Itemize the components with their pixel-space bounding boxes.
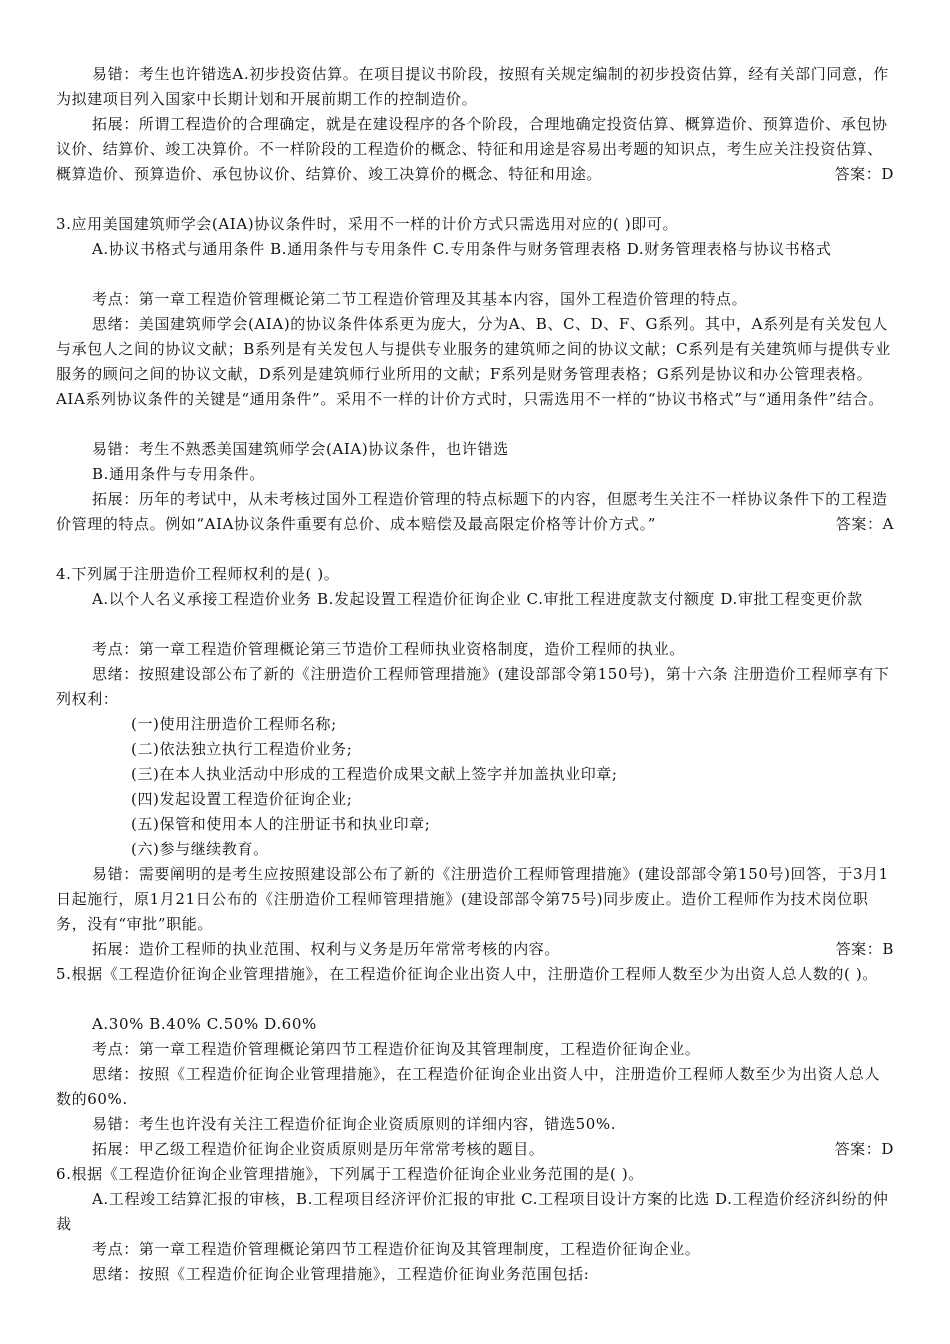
- paragraph-reasoning-4: [56, 662, 894, 712]
- question-6-options: [56, 1187, 894, 1237]
- paragraph-text: 拓展：甲乙级工程造价征询企业资质原则是历年常常考核的题目。: [92, 1140, 545, 1158]
- paragraph-reasoning-3: [56, 312, 894, 412]
- paragraph-text: 考点：第一章工程造价管理概论第四节工程造价征询及其管理制度，工程造价征询企业。: [92, 1040, 701, 1058]
- question-text: 5.根据《工程造价征询企业管理措施》，在工程造价征询企业出资人中，注册造价工程师人数至少为出资人总人数的( )。: [56, 965, 878, 983]
- paragraph-text: 思绪：美国建筑师学会(AIA)的协议条件体系更为庞大，分为A、B、C、D、F、G系列。其中，A系列是有关发包人与承包人之间的协议文献；B系列是有关发包人与提供专业服务的建筑师之间的协议文献；C系列是有关建筑师与提供专业服务的顾问之间的协议文献，D系列是建筑师行业所用的文献；F系列是财务管理表格；G系列是协议和办公管理表格。AIA系列协议条件的关键是“通用条件”。采用不一样的计价方式时，只需选用不一样的“协议书格式”与“通用条件”结合。: [56, 315, 891, 408]
- paragraph-text: 易错：考生也许错选A.初步投资估算。在项目提议书阶段，按照有关规定编制的初步投资估算，经有关部门同意，作为拟建项目列入国家中长期计划和开展前期工作的控制造价。: [56, 65, 889, 108]
- rights-text: (六)参与继续教育。: [131, 840, 269, 858]
- paragraph-text: 拓展：历年的考试中，从未考核过国外工程造价管理的特点标题下的内容，但愿考生关注不一样协议条件下的工程造价管理的特点。例如“AIA协议条件重要有总价、成本赔偿及最高限定价格等计价方式。”: [56, 490, 888, 533]
- paragraph-mistake-3-cont: [56, 462, 894, 487]
- paragraph-text: 拓展：造价工程师的执业范围、权利与义务是历年常常考核的内容。: [92, 940, 561, 958]
- question-4-options: [56, 587, 894, 612]
- rights-text: (五)保管和使用本人的注册证书和执业印章;: [131, 815, 431, 833]
- rights-item-6: [131, 837, 891, 862]
- question-4: [56, 562, 894, 587]
- paragraph-reasoning-5: [56, 1062, 894, 1112]
- question-5-options: [56, 1012, 894, 1037]
- answer-label: 答案：A: [835, 515, 894, 533]
- question-text: 6.根据《工程造价征询企业管理措施》，下列属于工程造价征询企业业务范围的是( )。: [56, 1165, 644, 1183]
- paragraph-exam-point-6: [56, 1237, 894, 1262]
- options-text: A.工程竣工结算汇报的审核，B.工程项目经济评价汇报的审批 C.工程项目设计方案的比选 D.工程造价经济纠纷的仲裁: [56, 1190, 889, 1233]
- paragraph-text: 考点：第一章工程造价管理概论第二节工程造价管理及其基本内容，国外工程造价管理的特点。: [92, 290, 748, 308]
- options-text: A.以个人名义承接工程造价业务 B.发起设置工程造价征询企业 C.审批工程进度款支付额度 D.审批工程变更价款: [92, 590, 863, 608]
- rights-item-4: [131, 787, 891, 812]
- paragraph-text: 易错：考生也许没有关注工程造价征询企业资质原则的详细内容，错选50%.: [92, 1115, 617, 1133]
- paragraph-extension-4: [56, 937, 894, 962]
- rights-text: (三)在本人执业活动中形成的工程造价成果文献上签字并加盖执业印章;: [131, 765, 618, 783]
- rights-text: (四)发起设置工程造价征询企业;: [131, 790, 353, 808]
- paragraph-text: 拓展：所谓工程造价的合理确定，就是在建设程序的各个阶段，合理地确定投资估算、概算造价、预算造价、承包协议价、结算价、竣工决算价。不一样阶段的工程造价的概念、特征和用途是容易出考题的知识点，考生应关注投资估算、概算造价、预算造价、承包协议价、结算价、竣工决算价的概念、特征和用途。: [56, 115, 888, 183]
- paragraph-mistake-4: [56, 862, 894, 937]
- paragraph-text: 思绪：按照《工程造价征询企业管理措施》，工程造价征询业务范围包括:: [92, 1265, 590, 1283]
- paragraph-mistake-3: [56, 437, 894, 462]
- paragraph-text: 易错：需要阐明的是考生应按照建设部公布了新的《注册造价工程师管理措施》(建设部部令第150号)回答，于3月1日起施行，原1月21日公布的《注册造价工程师管理措施》(建设部部令第75号)同步废止。造价工程师作为技术岗位职务，没有“审批”职能。: [56, 865, 889, 933]
- paragraph-mistake-5: [56, 1112, 894, 1137]
- rights-item-2: [131, 737, 891, 762]
- rights-item-1: [131, 712, 891, 737]
- paragraph-text: 考点：第一章工程造价管理概论第四节工程造价征询及其管理制度，工程造价征询企业。: [92, 1240, 701, 1258]
- question-6: [56, 1162, 894, 1187]
- paragraph-mistake-1: [56, 62, 894, 112]
- answer-label: 答案：B: [835, 940, 894, 958]
- paragraph-text: 思绪：按照《工程造价征询企业管理措施》，在工程造价征询企业出资人中，注册造价工程师人数至少为出资人总人数的60%.: [56, 1065, 881, 1108]
- answer-label: 答案：D: [834, 1140, 894, 1158]
- paragraph-text: 易错：考生不熟悉美国建筑师学会(AIA)协议条件，也许错选: [92, 440, 509, 458]
- paragraph-text: 考点：第一章工程造价管理概论第三节造价工程师执业资格制度，造价工程师的执业。: [92, 640, 685, 658]
- paragraph-text: 思绪：按照建设部公布了新的《注册造价工程师管理措施》(建设部部令第150号)，第十六条 注册造价工程师享有下列权利：: [56, 665, 890, 708]
- answer-label: 答案：D: [834, 165, 894, 183]
- options-text: A.30% B.40% C.50% D.60%: [92, 1015, 317, 1033]
- paragraph-extension-5: [56, 1137, 894, 1162]
- paragraph-text: B.通用条件与专用条件。: [92, 465, 265, 483]
- question-3: [56, 212, 894, 237]
- question-text: 4.下列属于注册造价工程师权利的是( )。: [56, 565, 340, 583]
- paragraph-extension-3: [56, 487, 894, 537]
- paragraph-reasoning-6: [56, 1262, 894, 1287]
- rights-item-5: [131, 812, 891, 837]
- options-text: A.协议书格式与通用条件 B.通用条件与专用条件 C.专用条件与财务管理表格 D.财务管理表格与协议书格式: [92, 240, 832, 258]
- question-text: 3.应用美国建筑师学会(AIA)协议条件时，采用不一样的计价方式只需选用对应的( )即可。: [56, 215, 679, 233]
- paragraph-exam-point-5: [56, 1037, 894, 1062]
- question-3-options: [56, 237, 894, 262]
- rights-text: (二)依法独立执行工程造价业务;: [131, 740, 353, 758]
- paragraph-extension-1: [56, 112, 894, 187]
- paragraph-exam-point-3: [56, 287, 894, 312]
- paragraph-exam-point-4: [56, 637, 894, 662]
- question-5: [56, 962, 894, 987]
- rights-item-3: [131, 762, 891, 787]
- rights-text: (一)使用注册造价工程师名称;: [131, 715, 337, 733]
